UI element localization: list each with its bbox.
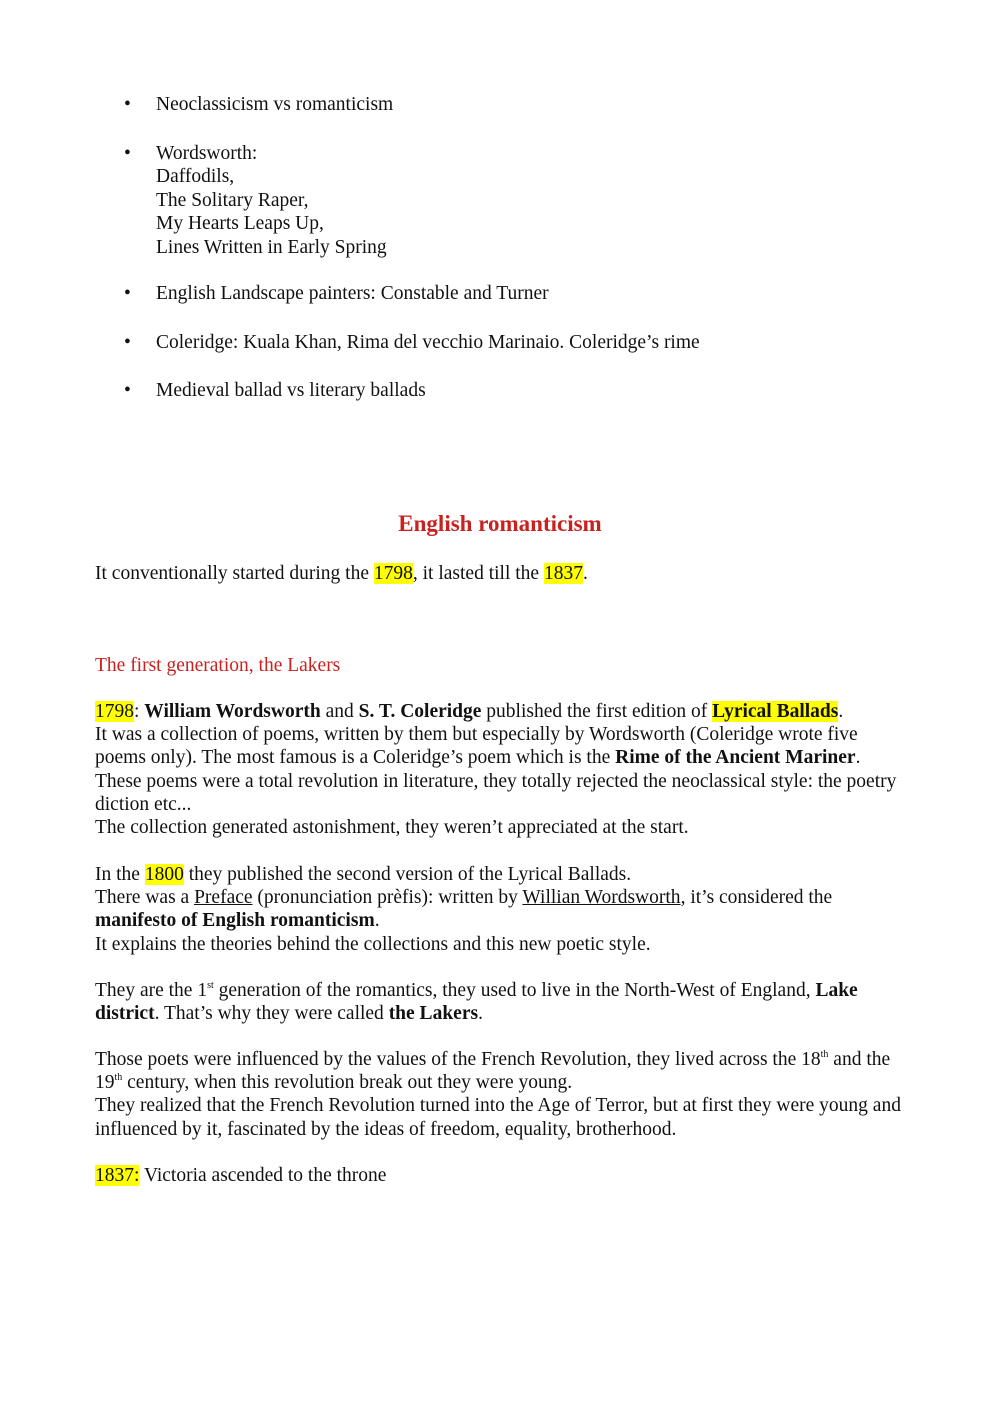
list-subitem: Lines Written in Early Spring <box>156 236 387 258</box>
list-item-text: Neoclassicism vs romanticism <box>156 94 394 115</box>
bullet-icon: • <box>124 142 131 164</box>
text: The collection generated astonishment, they weren’t appreciated at the start. <box>95 817 689 839</box>
text: . <box>374 910 380 932</box>
list-item <box>0 379 1000 403</box>
text: . <box>838 701 844 722</box>
list-item <box>0 282 1000 306</box>
text: century, when this revolution break out they were young. <box>122 1072 573 1094</box>
text: They realized that the French Revolution turned into the Age of Terror, but at first they were young and influenced by it, fascinated by the ideas of freedom, equality, brotherhood. <box>95 1095 901 1140</box>
list-subitem: The Solitary Raper, <box>156 189 309 211</box>
text: (pronunciation prèfis): written by <box>252 887 523 909</box>
bullet-icon: • <box>124 283 131 304</box>
highlighted-year: 1837 <box>543 563 583 584</box>
author-name: William Wordsworth <box>144 701 321 722</box>
text: Those poets were influenced by the values of the French Revolution, they lived across the 18 <box>95 1049 821 1070</box>
bullet-icon: • <box>124 94 131 115</box>
list-subitem: Daffodils, <box>156 166 235 187</box>
text: Victoria ascended to the throne <box>139 1165 387 1186</box>
list-item-text: Medieval ballad vs literary ballads <box>156 380 426 401</box>
highlighted-work-title: Lyrical Ballads <box>712 701 839 722</box>
text: These poems were a total revolution in literature, they totally rejected the neoclassical style: the poetry diction etc... <box>95 770 897 815</box>
text: . That’s why they were called <box>154 1003 389 1025</box>
bold-phrase: Lake district <box>95 980 858 1025</box>
ordinal-suffix: th <box>114 1072 123 1084</box>
ordinal-suffix: th <box>820 1049 829 1060</box>
bullet-list <box>0 93 1000 403</box>
text: and <box>320 701 359 722</box>
list-subitem: My Hearts Leaps Up, <box>156 213 324 234</box>
list-item <box>0 331 1000 355</box>
list-item <box>0 142 1000 260</box>
bullet-icon: • <box>124 380 131 401</box>
text: In the <box>95 864 145 885</box>
paragraph-second-edition <box>95 863 905 956</box>
highlighted-year: 1800 <box>144 864 184 885</box>
paragraph-lakers <box>95 979 905 1025</box>
section-heading: The first generation, the Lakers <box>95 655 341 676</box>
text: . <box>582 563 588 584</box>
author-name: S. T. Coleridge <box>358 701 482 722</box>
bullet-icon: • <box>124 331 131 353</box>
text: . <box>855 747 861 769</box>
bold-phrase: manifesto of English romanticism <box>95 910 375 932</box>
page-title: English romanticism <box>398 511 602 536</box>
highlighted-year: 1798 <box>95 701 134 722</box>
highlighted-year: 1798 <box>373 563 413 584</box>
paragraph-lyrical-ballads <box>95 700 905 839</box>
underlined-author: Willian Wordsworth <box>522 887 681 909</box>
paragraph-victoria <box>95 1164 905 1187</box>
text: . <box>478 1003 483 1025</box>
underlined-term: Preface <box>194 887 253 909</box>
text: It conventionally started during the <box>95 563 374 584</box>
list-item <box>0 93 1000 117</box>
list-item-text: Wordsworth: <box>156 142 258 164</box>
list-item-text: Coleridge: Kuala Khan, Rima del vecchio Marinaio. Coleridge’s rime <box>156 331 700 353</box>
text: There was a <box>95 887 195 909</box>
text: , it lasted till the <box>412 563 544 584</box>
text: , it’s considered the <box>680 887 833 909</box>
text: they published the second version of the Lyrical Ballads. <box>183 864 632 885</box>
list-item-text: English Landscape painters: Constable and Turner <box>156 283 549 304</box>
intro-paragraph <box>95 562 905 585</box>
text: They are the 1 <box>95 980 208 1001</box>
text: : <box>134 701 145 722</box>
text: generation of the romantics, they used to live in the North-West of England, <box>213 980 816 1001</box>
paragraph-french-revolution <box>95 1048 905 1141</box>
text: and the 19 <box>95 1049 891 1094</box>
highlighted-year: 1837: <box>95 1165 140 1186</box>
work-title: Rime of the Ancient Mariner <box>615 747 856 769</box>
ordinal-suffix: st <box>207 980 214 991</box>
bold-phrase: the Lakers <box>388 1003 479 1025</box>
text: published the first edition of <box>481 701 713 722</box>
text: It was a collection of poems, written by them but especially by Wordsworth (Coleridge wrote five poems only). The most famous is a Coleridge’s poem which is the <box>95 724 858 769</box>
text: It explains the theories behind the collections and this new poetic style. <box>95 933 651 955</box>
